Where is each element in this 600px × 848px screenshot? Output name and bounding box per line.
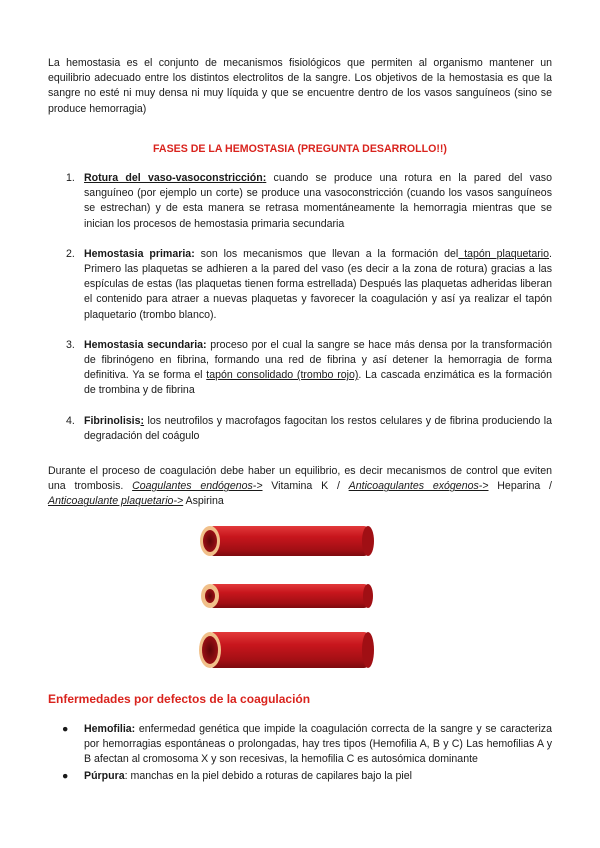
control-value-c: Aspirina [183,495,224,508]
phase-text: son los mecanismos que llevan a la formación del [194,247,459,260]
list-number: 1. [66,172,75,185]
disease-item [48,722,552,768]
phase-title: Hemostasia secundaria: [84,338,207,351]
phase-title: Hemostasia primaria: [84,247,195,260]
control-label-c: Anticoagulante plaquetario-> [48,495,184,508]
diseases-title: Enfermedades por defectos de la coagulación [48,691,311,706]
disease-title: Hemofilia: [84,722,136,735]
vessel-figure [48,524,552,672]
phase-sep: : [140,414,145,427]
phase-text: los neutrofilos y macrofagos fagocitan los restos celulares y de fibrina produciendo la degradación del coágulo [84,414,552,442]
phase-sep: : [262,172,267,185]
phase-title: Fibrinolisis [84,414,141,427]
phase-text: proceso por el cual la sangre se hace más densa por la transformación de fibrinógeno en fibrina, formando una red de fibrina y así detener la hemorragia de forma definitiva. Ya se forma el [84,338,552,382]
disease-text: : manchas en la piel debido a roturas de capilares bajo la piel [124,770,413,783]
phases-list [48,171,552,444]
control-label-a: Coagulantes endógenos-> [132,480,263,493]
vessel-dilated [199,632,374,668]
control-paragraph [48,464,552,510]
phase-title: Rotura del vaso-vasoconstricción [84,172,263,185]
vessel-constricted [201,584,373,608]
vessel-normal [200,526,374,556]
phases-title: FASES DE LA HEMOSTASIA (PREGUNTA DESARROLLO!!) [153,142,447,155]
bullet-icon: ● [62,770,69,783]
phase-link: tapón consolidado (trombo rojo) [206,369,359,382]
phase-item-1 [48,171,552,232]
document-page [48,56,552,787]
bullet-icon: ● [62,722,69,735]
list-number: 2. [66,247,75,260]
phase-text: . La cascada enzimática es la formación de trombina y de fibrina [84,369,552,397]
control-value-a: Vitamina K / [262,480,349,493]
list-number: 3. [66,338,75,351]
intro-paragraph: La hemostasia es el conjunto de mecanismos fisiológicos que permiten al organismo mantener un equilibrio adecuado entre los distintos electrolitos de la sangre. Los objetivos de la hemostasia es que la sangre no esté ni muy densa ni muy líquida y que se encuentre dentro de los vasos sanguíneos (sino se produce hemorragia) [48,57,552,115]
list-number: 4. [66,414,75,427]
control-value-b: Heparina / [488,480,552,493]
phase-item-3 [48,338,552,399]
diseases-list [48,722,552,785]
phase-item-2 [48,247,552,323]
phase-link: tapón plaquetario [458,247,550,260]
control-text: Durante el proceso de coagulación debe haber un equilibrio, es decir mecanismos de control que eviten una trombosis. [48,465,552,493]
vessel-illustration [188,524,418,672]
disease-text: enfermedad genética que impide la coagulación correcta de la sangre y se caracteriza por hemorragias espontáneas o prolongadas, hay tres tipos (Hemofilia A, B y C) Las hemofilias A y B afectan al cromosoma X y son recesivas, la hemofilia C es autosómica dominante [84,722,552,766]
control-label-b: Anticoagulantes exógenos-> [348,480,489,493]
disease-title: Púrpura [84,770,125,783]
phase-item-4 [48,414,552,444]
phase-text: cuando se produce una rotura en la pared del vaso sanguíneo (por ejemplo un corte) se produce una vasoconstricción (cuando los vasos sanguíneos se estrechan) y de esta manera se retrasa momentáneamente la hemorragia mientras que se inician los procesos de hemostasia primaria secundaria [84,172,552,230]
phase-text: . Primero las plaquetas se adhieren a la pared del vaso (es decir a la zona de rotura) gracias a las espículas de estas (las plaquetas tienen forma estrellada) Después las plaquetas adheridas liberan el contenido para atraer a nuevas plaquetas y favorecer la coagulación y así ya realizar el tapón plaquetario (trombo blanco). [84,247,552,321]
disease-item [48,769,552,784]
